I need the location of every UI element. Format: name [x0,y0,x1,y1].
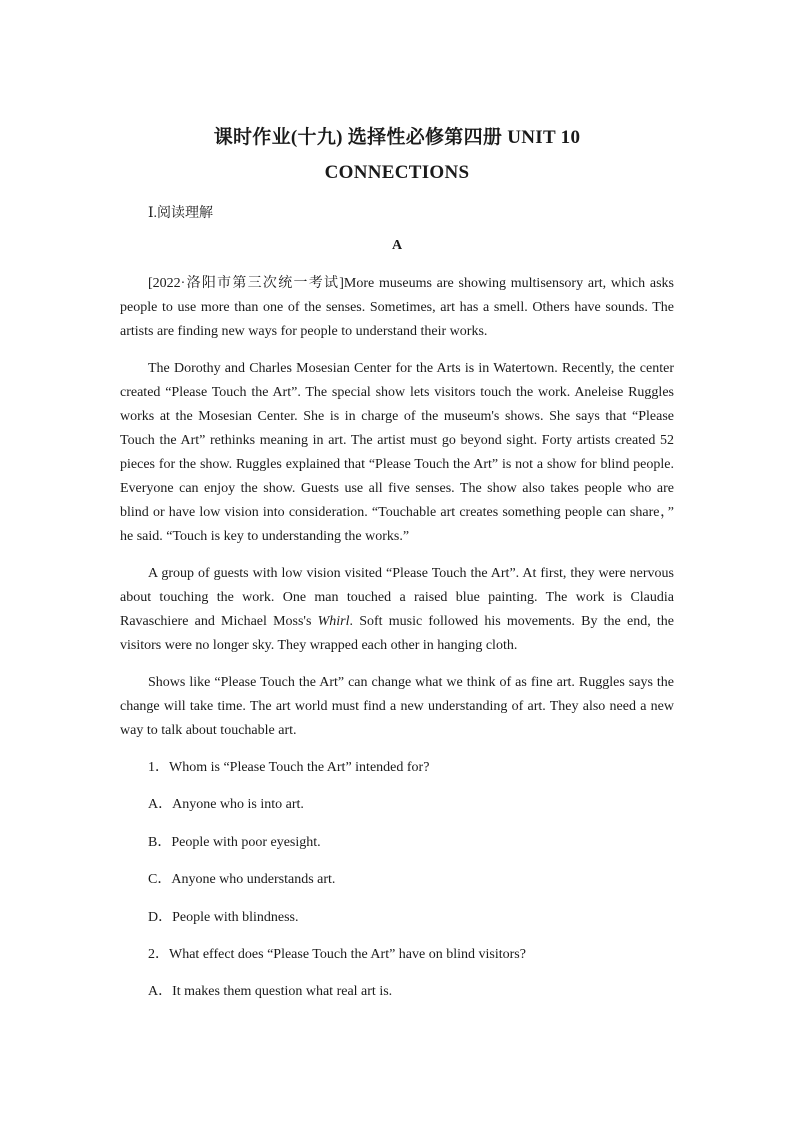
question-2: 2．What effect does “Please Touch the Art” have on blind visitors? [148,946,526,962]
paragraph-4: Shows like “Please Touch the Art” can change what we think of as fine art. Ruggles says the change will take time. The art world must find a new understanding of art. They also need a new way to talk about touchable art. [120,675,674,738]
paragraph-3-text-end: . Soft music followed his movements. By the end, the visitors were no longer sky. They wrapped each other in hanging cloth. [120,614,674,653]
paragraph-3 [120,562,674,658]
question-1-option-d: D．People with blindness. [148,909,299,925]
passage-label: A [391,238,403,253]
section-heading: Ⅰ.阅读理解 [148,206,214,221]
page-title: 课时作业(十九) 选择性必修第四册 UNIT 10 [213,127,581,148]
question-1: 1．Whom is “Please Touch the Art” intended for? [148,760,430,775]
paragraph-1: [2022·洛阳市第三次统一考试]More museums are showing multisensory art, which asks people to use more than one of the senses. Sometimes, art has a smell. Others have sounds. The artists are finding new ways for people to understand their works. [120,276,674,339]
question-2-option-a: A．It makes them question what real art is. [148,984,393,1000]
page-subtitle: CONNECTIONS [324,162,470,183]
question-1-option-c: C．Anyone who understands art. [148,872,336,888]
passage-body [120,272,674,1018]
paragraph-3-text-start: A group of guests with low vision visited “Please Touch the Art”. At first, they were nervous about touching the work. One man touched a raised blue painting. The work is Claudia Ravaschiere and Michael Moss's [120,566,674,629]
artwork-title: Whirl [317,614,350,629]
question-1-option-b: B．People with poor eyesight. [148,834,321,850]
question-1-option-a: A．Anyone who is into art. [148,797,304,813]
paragraph-2: The Dorothy and Charles Mosesian Center for the Arts is in Watertown. Recently, the center created “Please Touch the Art”. The special show lets visitors touch the work. Aneleise Ruggles works at the Mosesian Center. She is in charge of the museum's shows. She says that “Please Touch the Art” rethinks meaning in art. The artist must go beyond sight. Forty artists created 52 pieces for the show. Ruggles explained that “Please Touch the Art” is not a show for blind people. Everyone can enjoy the show. Guests use all five senses. The show also takes people who are blind or have low vision into consideration. “Touchable art creates something people can share，” he said. “Touch is key to understanding the works.” [120,361,674,544]
